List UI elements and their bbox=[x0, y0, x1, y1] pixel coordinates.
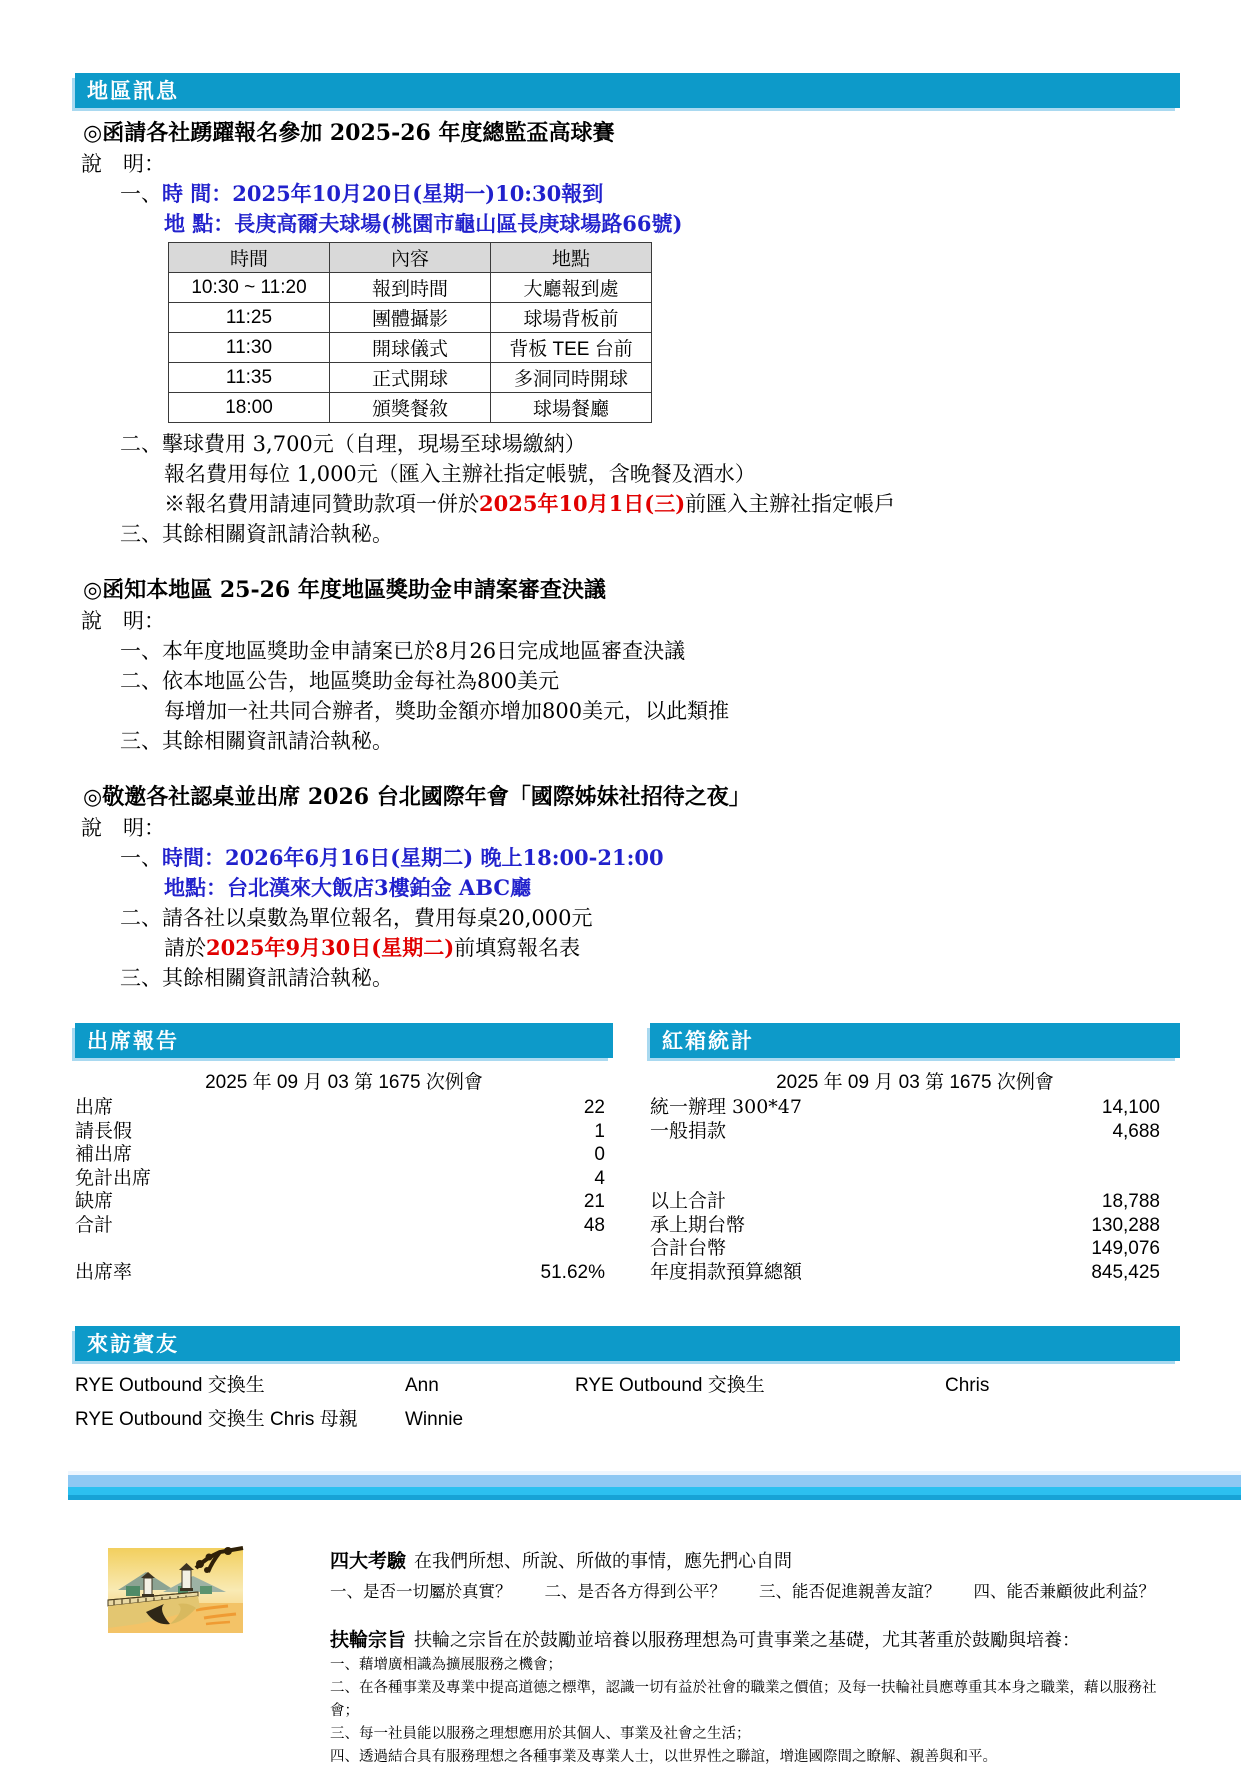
golf-announcement bbox=[75, 118, 1180, 549]
golf-fee-note bbox=[164, 489, 1180, 519]
golf-time-number: 一、 bbox=[120, 182, 162, 206]
convention-place-line: 地點：台北漢來大飯店3樓鉑金 ABC廳 bbox=[164, 875, 532, 900]
guest-role: RYE Outbound 交換生 Chris 母親 bbox=[75, 1409, 358, 1430]
schedule-cell-content: 報到時間 bbox=[330, 273, 491, 303]
attendance-row bbox=[75, 1167, 613, 1191]
stat-label: 承上期台幣 bbox=[650, 1213, 746, 1236]
golf-schedule-table bbox=[168, 242, 652, 423]
attendance-spacer-row bbox=[75, 1237, 613, 1261]
red-box-row bbox=[650, 1120, 1180, 1144]
schedule-cell-content: 開球儀式 bbox=[330, 333, 491, 363]
guests-table bbox=[75, 1369, 1180, 1437]
attendance-row bbox=[75, 1143, 613, 1167]
red-box-row bbox=[650, 1237, 1180, 1261]
attendance-row bbox=[75, 1190, 613, 1214]
rotary-purpose-line bbox=[330, 1627, 1180, 1654]
guest-role: RYE Outbound 交換生 bbox=[575, 1375, 765, 1396]
convention-line2b-prefix: 請於 bbox=[164, 936, 206, 960]
attendance-row bbox=[75, 1120, 613, 1144]
attendance-row bbox=[75, 1096, 613, 1120]
schedule-header-time: 時間 bbox=[169, 243, 330, 273]
convention-line2a: 二、請各社以桌數為單位報名，費用每桌20,000元 bbox=[120, 906, 593, 930]
stat-label: 缺席 bbox=[75, 1190, 114, 1212]
convention-time-text: 時間：2026年6月16日(星期二) 晚上18:00-21:00 bbox=[162, 845, 664, 870]
stat-label: 年度捐款預算總額 bbox=[650, 1260, 803, 1283]
schedule-cell-place: 背板 TEE 台前 bbox=[491, 333, 652, 363]
guest-name: Chris bbox=[945, 1375, 990, 1396]
red-box-row bbox=[650, 1190, 1180, 1214]
golf-time-line bbox=[120, 179, 1180, 209]
golf-title: ◎函請各社踴躍報名參加 2025-26 年度總監盃高球賽 bbox=[83, 120, 615, 146]
convention-explain-label: 說 明： bbox=[81, 816, 165, 840]
golf-note-prefix: ※報名費用請連同贊助款項一併於 bbox=[164, 492, 479, 516]
stat-label: 出席 bbox=[75, 1096, 114, 1118]
schedule-cell-time: 11:25 bbox=[169, 303, 330, 333]
schedule-cell-time: 11:35 bbox=[169, 363, 330, 393]
stat-label: 合計台幣 bbox=[650, 1237, 727, 1259]
golf-note-deadline: 2025年10月1日(三) bbox=[479, 491, 686, 516]
red-box-header-bar bbox=[650, 1023, 1180, 1058]
grant-title: ◎函知本地區 25-26 年度地區獎助金申請案審查決議 bbox=[83, 577, 606, 603]
convention-deadline: 2025年9月30日(星期二) bbox=[206, 935, 455, 960]
convention-announcement bbox=[75, 782, 1180, 993]
guest-name-empty bbox=[945, 1403, 1180, 1437]
stat-value: 4 bbox=[594, 1167, 605, 1189]
red-box-header-label: 紅箱統計 bbox=[662, 1028, 754, 1053]
grant-line2a: 二、依本地區公告，地區獎助金每社為800美元 bbox=[120, 669, 560, 693]
red-box-spacer-row bbox=[650, 1143, 1180, 1167]
guest-role-empty bbox=[575, 1403, 945, 1437]
schedule-cell-place: 大廳報到處 bbox=[491, 273, 652, 303]
convention-line2b-suffix: 前填寫報名表 bbox=[454, 936, 581, 960]
footer-section bbox=[75, 1548, 1180, 1769]
convention-closing-line: 三、其餘相關資訊請洽執秘。 bbox=[120, 966, 393, 990]
attendance-meeting-title: 2025 年 09 月 03 第 1675 次例會 bbox=[205, 1072, 483, 1093]
four-way-test-intro: 在我們所想、所說、所做的事情，應先捫心自問 bbox=[414, 1551, 793, 1572]
attendance-rate-value: 51.62% bbox=[540, 1261, 605, 1283]
golf-fee-line2: 報名費用每位 1,000元（匯入主辦社指定帳號，含晚餐及酒水） bbox=[164, 462, 756, 486]
attendance-rate-label: 出席率 bbox=[75, 1260, 133, 1283]
guest-role: RYE Outbound 交換生 bbox=[75, 1375, 265, 1396]
stat-value: 149,076 bbox=[1091, 1238, 1160, 1259]
schedule-row bbox=[169, 393, 652, 423]
grant-closing-line: 三、其餘相關資訊請洽執秘。 bbox=[120, 729, 393, 753]
stat-label: 補出席 bbox=[75, 1143, 133, 1165]
rotary-purpose-item: 一、藉增廣相識為擴展服務之機會； bbox=[330, 1657, 562, 1673]
stat-value: 21 bbox=[583, 1191, 605, 1212]
schedule-header-row bbox=[169, 243, 652, 273]
guests-header-bar bbox=[75, 1326, 1180, 1361]
grant-line1: 一、本年度地區獎助金申請案已於8月26日完成地區審查決議 bbox=[120, 639, 686, 663]
convention-title: ◎敬邀各社認桌並出席 2026 台北國際年會「國際姊妹社招待之夜」 bbox=[83, 784, 751, 810]
stat-label: 請長假 bbox=[75, 1119, 133, 1142]
rotary-purpose-item: 三、每一社員能以服務之理想應用於其個人、事業及社會之生活； bbox=[330, 1726, 751, 1742]
stat-value: 0 bbox=[594, 1144, 605, 1165]
stats-section bbox=[75, 1023, 1180, 1284]
red-box-spacer-row bbox=[650, 1167, 1180, 1191]
schedule-cell-time: 18:00 bbox=[169, 393, 330, 423]
four-way-test-line bbox=[330, 1548, 1180, 1575]
guest-name: Winnie bbox=[405, 1409, 464, 1430]
four-way-test-title: 四大考驗 bbox=[330, 1550, 407, 1572]
schedule-row bbox=[169, 303, 652, 333]
schedule-row bbox=[169, 273, 652, 303]
district-news-header-label: 地區訊息 bbox=[87, 78, 179, 103]
attendance-row bbox=[75, 1214, 613, 1238]
attendance-header-label: 出席報告 bbox=[87, 1028, 179, 1053]
schedule-cell-time: 11:30 bbox=[169, 333, 330, 363]
divider-band bbox=[68, 1471, 1241, 1500]
guests-section bbox=[75, 1326, 1180, 1437]
stat-value: 4,688 bbox=[1112, 1120, 1160, 1142]
golf-place-line: 地 點：長庚高爾夫球場(桃園市龜山區長庚球場路66號) bbox=[164, 211, 683, 236]
grant-line2b: 每增加一社共同合辦者，獎助金額亦增加800美元，以此類推 bbox=[164, 699, 730, 723]
convention-time-line bbox=[120, 843, 1180, 873]
stat-value: 130,288 bbox=[1091, 1214, 1160, 1236]
stat-value: 845,425 bbox=[1091, 1261, 1160, 1283]
attendance-rate-row bbox=[75, 1261, 613, 1285]
golf-explain-label: 說 明： bbox=[81, 152, 165, 176]
convention-time-number: 一、 bbox=[120, 846, 162, 870]
stat-label: 統一辦理 300*47 bbox=[650, 1096, 802, 1118]
stat-value: 48 bbox=[583, 1214, 605, 1236]
stat-value: 14,100 bbox=[1101, 1097, 1160, 1118]
schedule-cell-place: 多洞同時開球 bbox=[491, 363, 652, 393]
schedule-cell-content: 正式開球 bbox=[330, 363, 491, 393]
stat-label: 以上合計 bbox=[650, 1190, 727, 1212]
grant-announcement bbox=[75, 575, 1180, 756]
golf-fee-line1: 二、擊球費用 3,700元（自理，現場至球場繳納） bbox=[120, 432, 586, 456]
schedule-row bbox=[169, 333, 652, 363]
schedule-cell-place: 球場背板前 bbox=[491, 303, 652, 333]
stat-value: 18,788 bbox=[1101, 1191, 1160, 1212]
stat-value: 1 bbox=[594, 1120, 605, 1142]
golf-note-suffix: 前匯入主辦社指定帳戶 bbox=[685, 492, 896, 516]
rotary-purpose-title: 扶輪宗旨 bbox=[330, 1629, 407, 1651]
schedule-cell-time: 10:30 ~ 11:20 bbox=[169, 273, 330, 303]
red-box-meeting-title: 2025 年 09 月 03 第 1675 次例會 bbox=[776, 1072, 1054, 1093]
stat-label: 合計 bbox=[75, 1213, 114, 1236]
golf-closing-line: 三、其餘相關資訊請洽執秘。 bbox=[120, 522, 393, 546]
schedule-header-place: 地點 bbox=[491, 243, 652, 273]
red-box-report bbox=[650, 1023, 1180, 1284]
red-box-row bbox=[650, 1261, 1180, 1285]
guest-name: Ann bbox=[405, 1375, 439, 1396]
guests-header-label: 來訪賓友 bbox=[87, 1331, 179, 1356]
schedule-cell-content: 頒獎餐敘 bbox=[330, 393, 491, 423]
four-way-test-items: 一、是否一切屬於真實？ 二、是否各方得到公平？ 三、能否促進親善友誼？ 四、能否兼顧彼此利益？ bbox=[330, 1582, 1155, 1601]
stat-value: 22 bbox=[583, 1097, 605, 1118]
district-news-header-bar bbox=[75, 73, 1180, 108]
red-box-row bbox=[650, 1096, 1180, 1120]
rotary-purpose-intro: 扶輪之宗旨在於鼓勵並培養以服務理想為可貴事業之基礎，尤其著重於鼓勵與培養： bbox=[414, 1630, 1081, 1651]
stat-label: 一般捐款 bbox=[650, 1119, 727, 1142]
stat-label: 免計出席 bbox=[75, 1166, 152, 1189]
attendance-report bbox=[75, 1023, 613, 1284]
schedule-row bbox=[169, 363, 652, 393]
schedule-cell-place: 球場餐廳 bbox=[491, 393, 652, 423]
red-box-row bbox=[650, 1214, 1180, 1238]
rotary-purpose-item: 二、在各種事業及專業中提高道德之標準，認識一切有益於社會的職業之價值；及每一扶輪社員應尊重其本身之職業，藉以服務社會； bbox=[330, 1680, 1157, 1719]
footer-text-block bbox=[330, 1548, 1180, 1769]
bridge-artwork-image bbox=[108, 1548, 243, 1633]
rotary-purpose-item: 四、透過結合具有服務理想之各種事業及專業人士，以世界性之聯誼，增進國際間之瞭解、親善與和平。 bbox=[330, 1749, 997, 1765]
golf-time-text: 時 間：2025年10月20日(星期一)10:30報到 bbox=[162, 181, 604, 206]
schedule-header-content: 內容 bbox=[330, 243, 491, 273]
attendance-header-bar bbox=[75, 1023, 613, 1058]
schedule-cell-content: 團體攝影 bbox=[330, 303, 491, 333]
grant-explain-label: 說 明： bbox=[81, 609, 165, 633]
convention-line2b bbox=[164, 933, 1180, 963]
